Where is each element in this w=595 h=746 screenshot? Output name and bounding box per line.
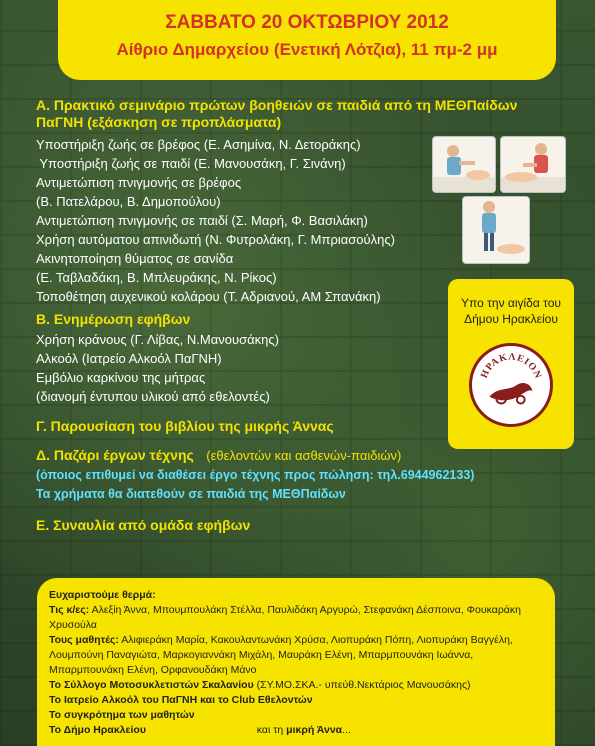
list-item: Υποστήριξη ζωής σε παιδί (Ε. Μανουσάκη, Γ. Σινάνη) [36,156,346,171]
list-item: Αντιμετώπιση πνιγμονής σε βρέφος [36,175,242,190]
patronage-panel [448,279,574,449]
patronage-line2: Δήμου Ηρακλείου [464,312,558,326]
child-cpr-image [500,136,566,193]
thanks-anna-suffix: ... [342,724,351,736]
teachers-names: Αλεξίη Άννα, Μπουμπουλάκη Στέλλα, Παυλιδάκη Αργυρώ, Στεφανάκη Δέσποινα, Φουκαράκη [91,604,521,616]
thanks-iatreio: Το Ιατρείο Αλκοόλ του ΠαΓΝΗ και το Club Εθελοντών [49,694,313,706]
thanks-students-band: Το συγκρότημα των μαθητών [49,709,195,721]
club-detail: (ΣΥ.ΜΟ.ΣΚΑ.- υπεύθ.Νεκτάριος Μανουσάκης) [256,679,471,691]
teachers-label: Τις κ/ες: [49,604,90,616]
thanks-final-line [49,723,543,738]
section-d [36,447,556,465]
list-item: (Β. Πατελάρου, Β. Δημοπούλου) [36,194,221,209]
list-item: Χρήση αυτόματου απινιδωτή (Ν. Φυτρολάκη, Γ. Μπριασούλης) [36,232,395,247]
choking-rescue-image [462,196,530,264]
event-location: Αίθριο Δημαρχείου (Ενετική Λότζια), 11 πμ-2 μμ [116,40,498,59]
students-names: Αλιφιεράκη Μαρία, Κακουλαντωνάκη Χρύσα, Λιοπυράκη Πόπη, Λιοπυράκη Βαγγέλη, [121,634,513,646]
thanks-dimos: Το Δήμο Ηρακλείου [49,724,146,736]
list-item: Αλκοόλ (Ιατρείο Αλκοόλ ΠαΓΝΗ) [36,351,222,366]
list-item: (διανομή έντυπου υλικού από εθελοντές) [36,389,270,404]
section-d-note-2: Τα χρήματα θα διατεθούν σε παιδιά της ΜΕΘΠαίδων [36,487,346,501]
students-names-2: Λουμπούνη Παναγιώτα, Μαρκογιαννάκη Μιχάλη, Μαυράκη Ελένη, Μπαρμπουνάκη Ιωάννα, [49,649,474,661]
section-a-title-line1: Α. Πρακτικό σεμινάριο πρώτων βοηθειών σε παιδιά από τη ΜΕΘΠαίδων [36,97,518,113]
section-a-title [36,97,556,131]
thanks-anna-prefix: και τη [256,724,287,736]
list-item: Χρήση κράνους (Γ. Λίβας, Ν.Μανουσάκης) [36,332,279,347]
list-item: (Ε. Ταβλαδάκη, Β. Μπλευράκης, Ν. Ρίκος) [36,270,277,285]
list-item: Ακινητοποίηση θύματος σε σανίδα [36,251,234,266]
thanks-panel [37,578,555,746]
section-c-title: Γ. Παρουσίαση του βιβλίου της μικρής Άννας [36,418,334,434]
section-d-subtitle: (εθελοντών και ασθενών-παιδιών) [206,448,402,463]
thanks-heading: Ευχαριστούμε θερμά: [49,589,156,601]
section-d-note: (όποιος επιθυμεί να διαθέσει έργο τέχνης προς πώληση: τηλ.6944962133) [36,468,475,482]
thanks-teachers [49,603,543,618]
section-a-title-line2: ΠαΓΝΗ (εξάσκηση σε προπλάσματα) [36,114,282,130]
thanks-anna: μικρή Άννα [286,724,343,736]
thanks-text [37,578,555,738]
thanks-club [49,678,543,693]
list-item: Υποστήριξη ζωής σε βρέφος (Ε. Ασημίνα, Ν. Δετοράκης) [36,137,361,152]
header-banner [58,0,556,80]
students-label: Τους μαθητές: [49,634,119,646]
thanks-students [49,633,543,648]
list-item: Τοποθέτηση αυχενικού κολάρου (Τ. Αδριανού, ΑΜ Σπανάκη) [36,289,381,304]
event-date: ΣΑΒΒΑΤΟ 20 ΟΚΤΩΒΡΙΟΥ 2012 [165,12,449,33]
infant-cpr-image [432,136,496,193]
patronage-line1: Υπο την αιγίδα του [461,296,561,310]
patronage-text [448,295,574,327]
section-b-title: Β. Ενημέρωση εφήβων [36,311,191,327]
teachers-names-cont: Χρυσούλα [49,619,97,631]
section-d-title: Δ. Παζάρι έργων τέχνης [36,447,194,463]
club-name: Το Σύλλογο Μοτοσυκλετιστών Σκαλανίου [49,679,254,691]
list-item: Εμβόλιο καρκίνου της μήτρας [36,370,206,385]
municipality-seal-logo [469,343,553,427]
list-item: Αντιμετώπιση πνιγμονής σε παιδί (Σ. Μαρή, Φ. Βασιλάκη) [36,213,368,228]
section-e-title: Ε. Συναυλία από ομάδα εφήβων [36,517,251,533]
svg-text:ΗΡΑΚΛΕΙΟΝ: ΗΡΑΚΛΕΙΟΝ [478,351,544,381]
students-names-3: Μπαρμπουνάκη Ελένη, Ορφανουδάκη Μάνο [49,664,257,676]
